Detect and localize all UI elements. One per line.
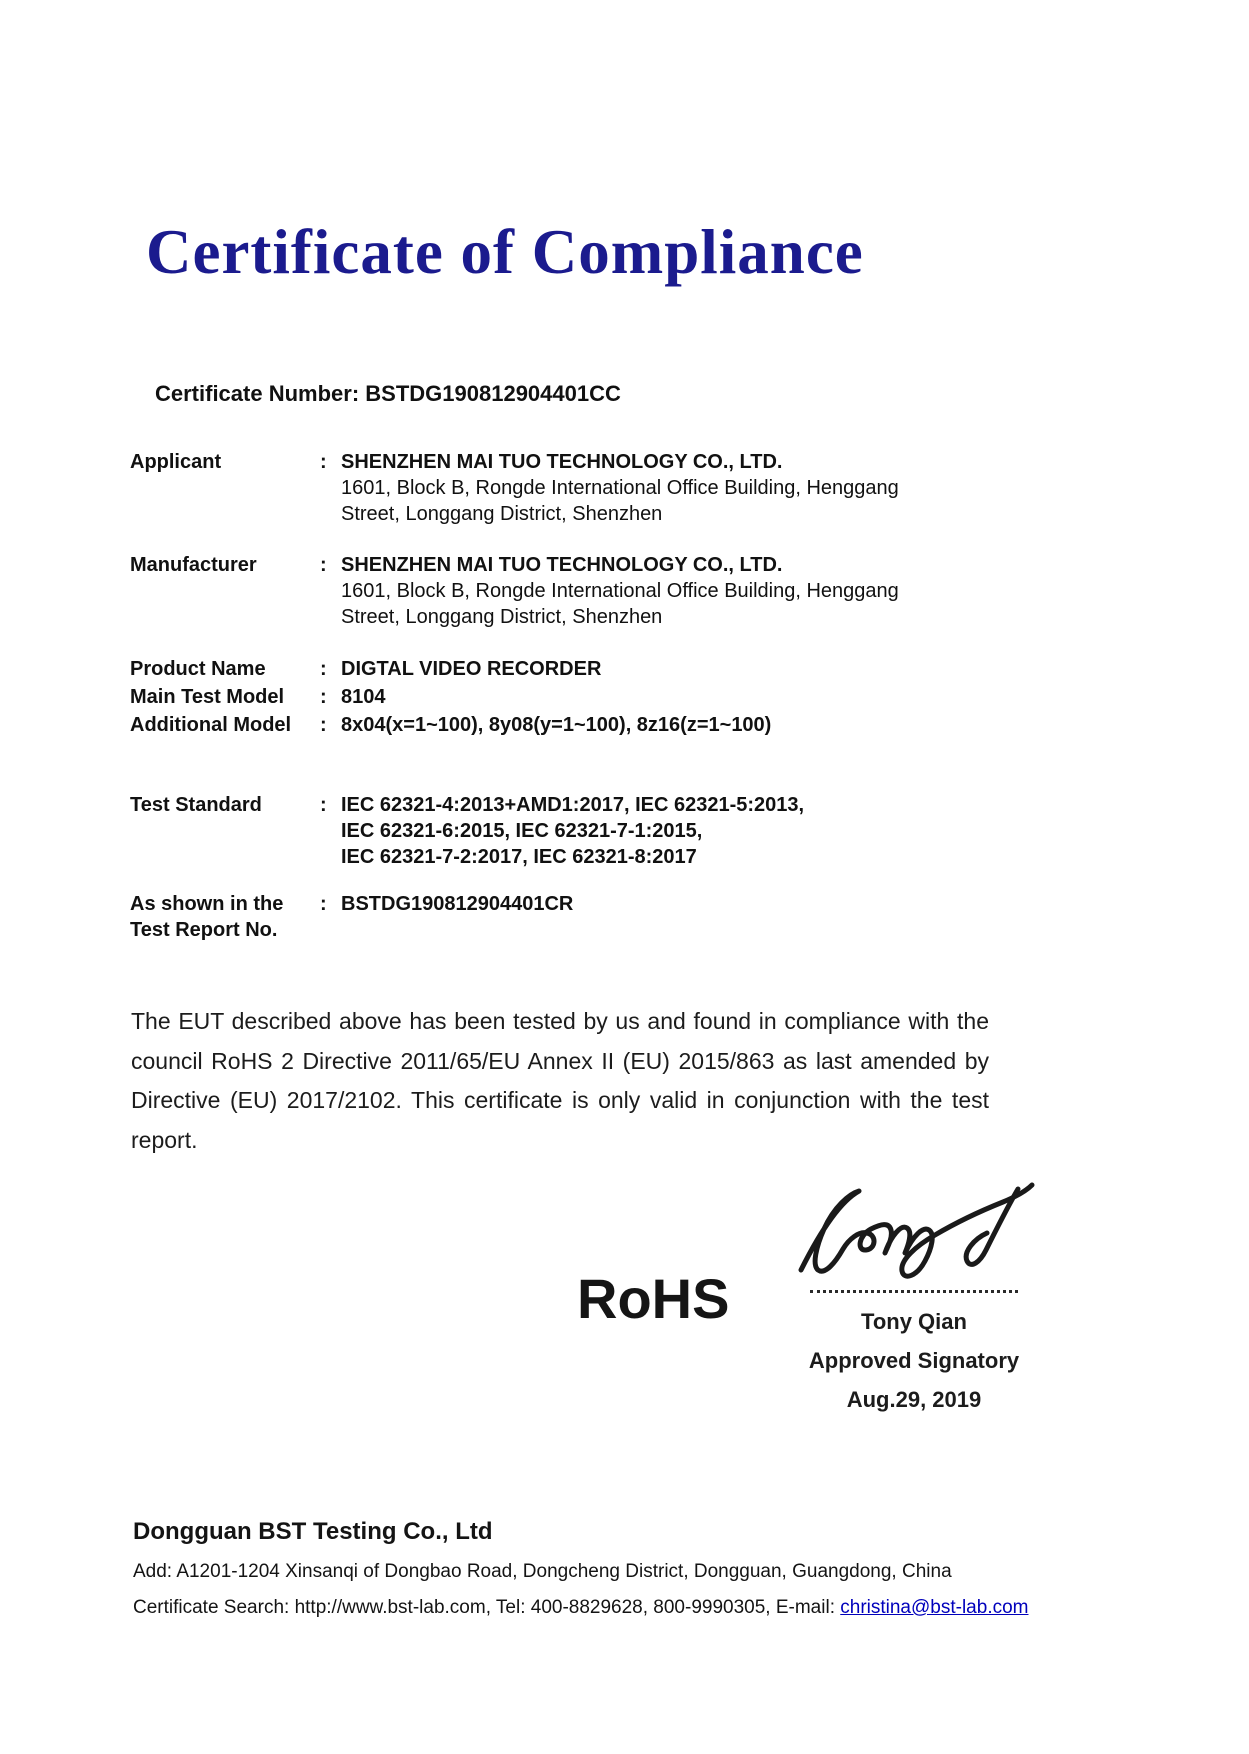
product-name-label: Product Name bbox=[130, 658, 266, 680]
rohs-logo: RoHS bbox=[577, 1267, 730, 1330]
signature-handwriting-icon bbox=[785, 1172, 1043, 1288]
colon-separator: : bbox=[320, 554, 327, 576]
applicant-address-line1: 1601, Block B, Rongde International Office Building, Henggang bbox=[341, 477, 899, 499]
compliance-statement: The EUT described above has been tested by us and found in compliance with the council RoHS 2 Directive 2011/65/EU Annex II (EU) 2015/863 as last amended by Directive (EU) 2017/2102. This certificate is only valid in conjunction with the test report. bbox=[131, 1008, 989, 1153]
test-standard-line3: IEC 62321-7-2:2017, IEC 62321-8:2017 bbox=[341, 846, 697, 868]
test-standard-line1: IEC 62321-4:2013+AMD1:2017, IEC 62321-5:2013, bbox=[341, 794, 805, 816]
signatory-name: Tony Qian bbox=[861, 1309, 967, 1334]
manufacturer-address-line2: Street, Longgang District, Shenzhen bbox=[341, 606, 663, 628]
applicant-address-line2: Street, Longgang District, Shenzhen bbox=[341, 503, 663, 525]
signatory-role: Approved Signatory bbox=[808, 1348, 1020, 1373]
colon-separator: : bbox=[320, 794, 327, 816]
manufacturer-name: SHENZHEN MAI TUO TECHNOLOGY CO., LTD. bbox=[341, 554, 783, 576]
colon-separator: : bbox=[320, 451, 327, 473]
test-standard-line2: IEC 62321-6:2015, IEC 62321-7-1:2015, bbox=[341, 820, 703, 842]
colon-separator: : bbox=[320, 714, 327, 736]
colon-separator: : bbox=[320, 686, 327, 708]
page-title: Certificate of Compliance bbox=[146, 217, 864, 287]
issuer-company-name: Dongguan BST Testing Co., Ltd bbox=[133, 1518, 493, 1545]
main-test-model-label: Main Test Model bbox=[130, 686, 285, 708]
email-link[interactable]: christina@bst-lab.com bbox=[840, 1597, 1029, 1618]
product-name-value bbox=[341, 656, 921, 682]
main-test-model-value bbox=[341, 684, 921, 710]
applicant-label: Applicant bbox=[130, 451, 222, 473]
test-standard-value bbox=[341, 792, 921, 870]
certificate-search-text: Certificate Search: http://www.bst-lab.com, Tel: 400-8829628, 800-9990305, E-mail: bbox=[133, 1597, 841, 1618]
issuer-contact-line bbox=[133, 1597, 1029, 1619]
certificate-number-label: Certificate Number: bbox=[155, 381, 360, 406]
certificate-number bbox=[155, 381, 621, 407]
product-name-text: DIGTAL VIDEO RECORDER bbox=[341, 658, 602, 680]
test-report-label-line1: As shown in the bbox=[130, 893, 284, 915]
test-report-label-line2: Test Report No. bbox=[130, 919, 278, 941]
manufacturer-label: Manufacturer bbox=[130, 554, 257, 576]
test-report-label bbox=[130, 891, 315, 943]
test-standard-label: Test Standard bbox=[130, 794, 262, 816]
colon-separator: : bbox=[320, 658, 327, 680]
signature-block bbox=[784, 1172, 1044, 1413]
signature-date: Aug.29, 2019 bbox=[846, 1387, 982, 1412]
issuer-address: Add: A1201-1204 Xinsanqi of Dongbao Road, Dongcheng District, Dongguan, Guangdong, China bbox=[133, 1561, 952, 1582]
certificate-number-value: BSTDG190812904401CC bbox=[365, 381, 621, 406]
manufacturer-address-line1: 1601, Block B, Rongde International Office Building, Henggang bbox=[341, 580, 899, 602]
additional-model-label: Additional Model bbox=[130, 714, 292, 736]
applicant-name: SHENZHEN MAI TUO TECHNOLOGY CO., LTD. bbox=[341, 451, 783, 473]
additional-model-value bbox=[341, 712, 921, 738]
signature-dotted-line bbox=[810, 1290, 1018, 1293]
test-report-value bbox=[341, 891, 921, 917]
manufacturer-value bbox=[341, 552, 921, 630]
test-report-number: BSTDG190812904401CR bbox=[341, 893, 574, 915]
main-test-model-text: 8104 bbox=[341, 686, 386, 708]
applicant-value bbox=[341, 449, 921, 527]
additional-model-text: 8x04(x=1~100), 8y08(y=1~100), 8z16(z=1~100) bbox=[341, 714, 772, 736]
colon-separator: : bbox=[320, 893, 327, 915]
